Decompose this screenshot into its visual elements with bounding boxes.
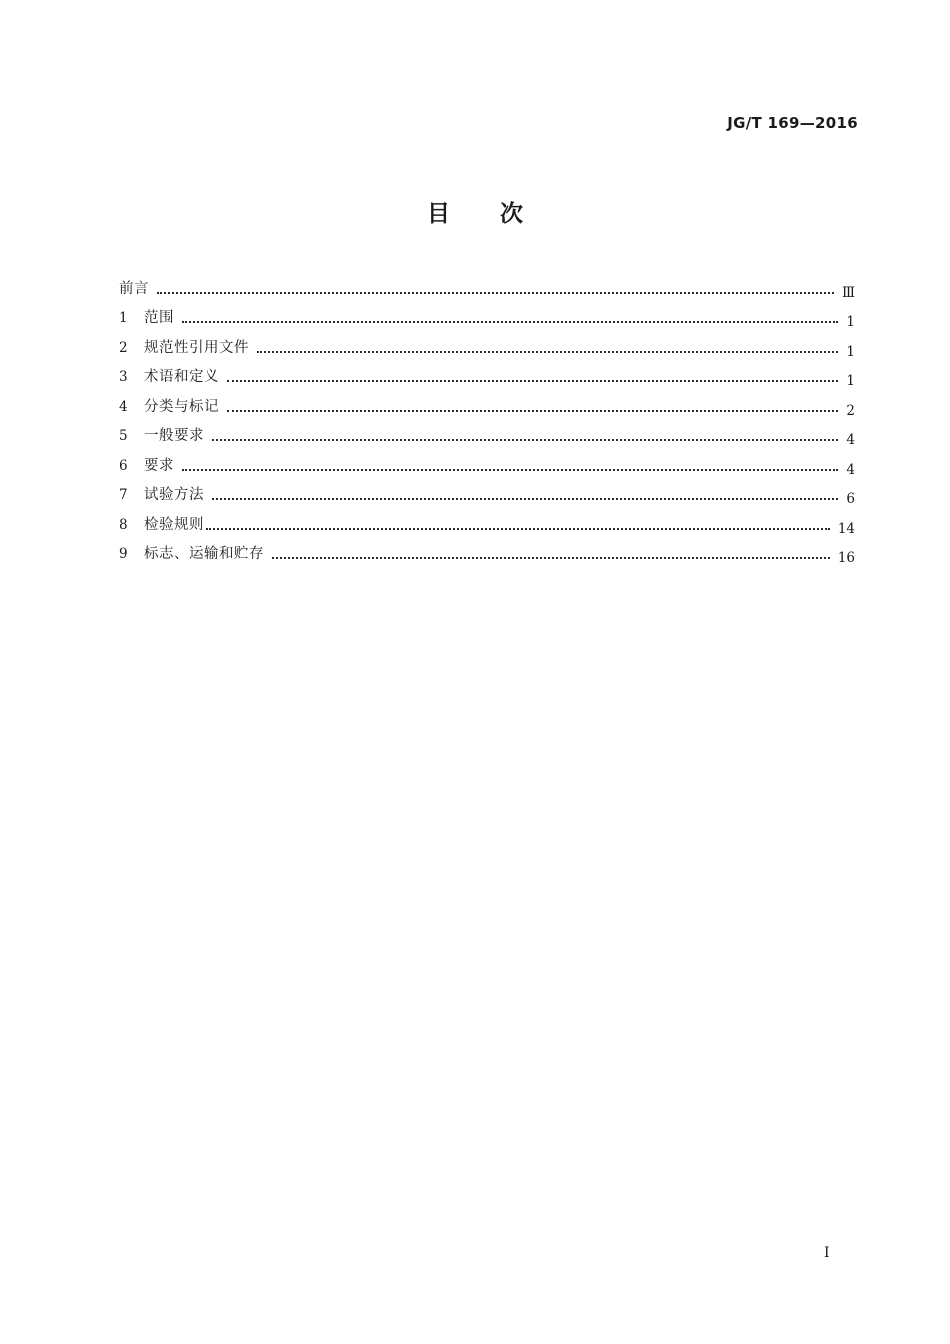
dot-leader: [227, 410, 838, 412]
toc-entry-page: 1: [846, 343, 855, 360]
toc-entry-number: 1: [119, 310, 128, 326]
toc-entry-test-methods[interactable]: [119, 476, 855, 506]
toc-entry-terms-definitions[interactable]: [119, 358, 855, 388]
toc-entry-label: 分类与标记: [144, 398, 219, 415]
toc-entry-number: 4: [119, 398, 128, 415]
toc-entry-page: 4: [846, 432, 855, 448]
dot-leader: [227, 380, 838, 382]
page-number: I: [824, 1245, 830, 1261]
toc-entry-classification[interactable]: [119, 387, 855, 417]
toc-entry-label: 规范性引用文件: [144, 339, 249, 356]
toc-entry-foreword[interactable]: [119, 269, 855, 299]
toc-entry-page: 4: [846, 461, 855, 478]
toc-entry-requirements[interactable]: [119, 446, 855, 476]
toc-entry-number: 6: [119, 457, 128, 474]
toc-entry-label: 一般要求: [144, 428, 204, 444]
toc-entry-normative-references[interactable]: [119, 328, 855, 358]
toc-entry-page: 2: [846, 402, 855, 419]
dot-leader: [182, 469, 838, 471]
dot-leader: [182, 321, 838, 323]
toc-entry-label: 术语和定义: [144, 369, 219, 385]
dot-leader: [212, 439, 838, 441]
dot-leader: [257, 351, 838, 353]
toc-entry-inspection-rules[interactable]: [119, 505, 855, 535]
dot-leader: [206, 528, 830, 530]
toc-entry-number: 3: [119, 369, 128, 385]
toc-entry-label: 前言: [119, 280, 149, 297]
toc-entry-general-requirements[interactable]: [119, 417, 855, 447]
toc-entry-page: 6: [846, 491, 855, 507]
table-of-contents: [119, 269, 855, 564]
standard-code: JG/T 169—2016: [727, 114, 858, 132]
toc-title: 目次: [427, 201, 573, 227]
toc-entry-label: 试验方法: [144, 487, 204, 503]
toc-entry-number: 5: [119, 428, 128, 444]
toc-entry-number: 2: [119, 339, 128, 356]
toc-entry-page: Ⅲ: [841, 284, 855, 301]
toc-entry-label: 范围: [144, 310, 174, 326]
toc-entry-label: 标志、运输和贮存: [144, 546, 264, 562]
toc-entry-page: 14: [837, 520, 855, 537]
dot-leader: [272, 557, 830, 559]
toc-entry-page: 1: [846, 373, 855, 389]
toc-entry-scope[interactable]: [119, 299, 855, 329]
toc-entry-label: 检验规则: [144, 516, 204, 533]
toc-entry-marking-transport-storage[interactable]: [119, 535, 855, 565]
dot-leader: [212, 498, 838, 500]
toc-entry-number: 9: [119, 546, 128, 562]
toc-entry-page: 1: [846, 314, 855, 330]
toc-entry-number: 7: [119, 487, 128, 503]
toc-entry-label: 要求: [144, 457, 174, 474]
toc-entry-number: 8: [119, 516, 128, 533]
dot-leader: [157, 292, 834, 294]
toc-entry-page: 16: [837, 550, 855, 566]
